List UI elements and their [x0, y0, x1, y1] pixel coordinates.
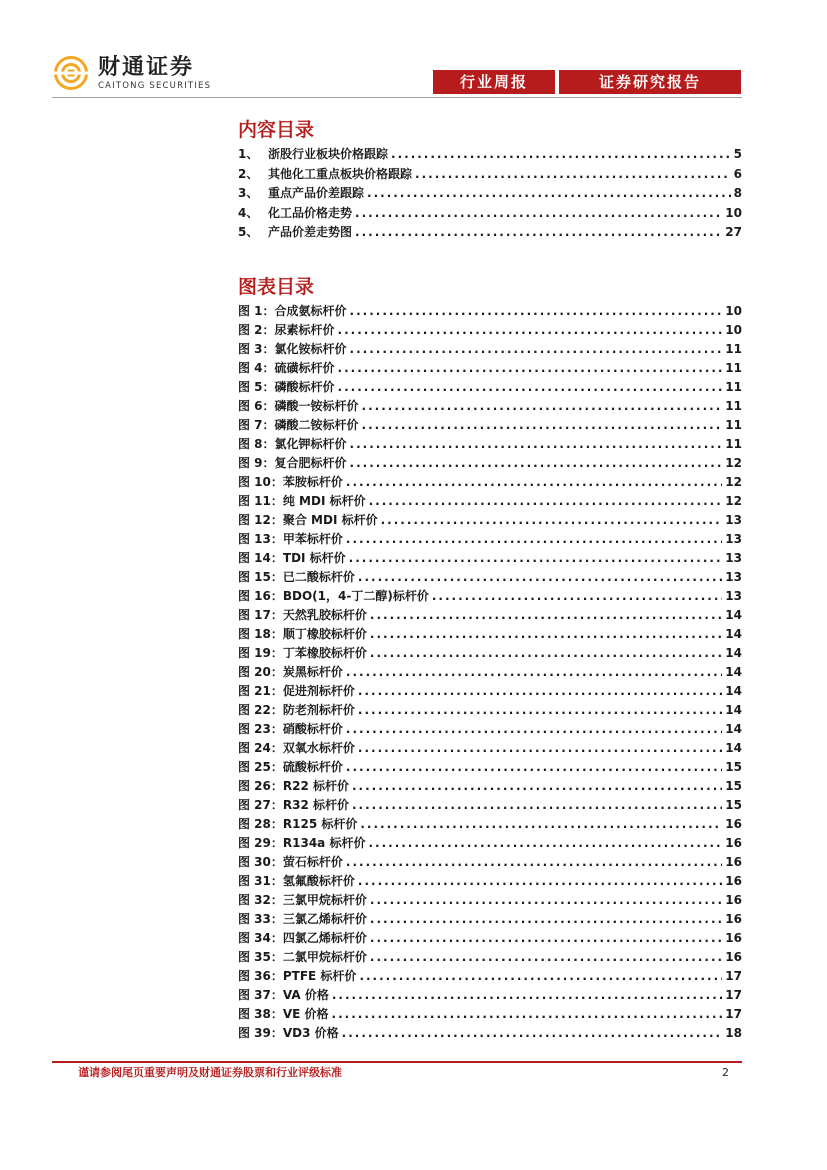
- entry-title: 图 35：二氯甲烷标杆价: [238, 950, 367, 964]
- contents-list: [238, 145, 742, 243]
- dot-leader: [358, 739, 722, 758]
- dot-leader: [359, 967, 722, 986]
- figure-entry[interactable]: [238, 682, 742, 701]
- entry-number: 4、: [238, 205, 259, 220]
- contents-entry[interactable]: [238, 145, 742, 165]
- entry-title: 图 7：磷酸二铵标杆价: [238, 418, 359, 432]
- figure-entry[interactable]: [238, 606, 742, 625]
- footer-divider: [52, 1061, 742, 1063]
- dot-leader: [358, 568, 722, 587]
- dot-leader: [381, 511, 723, 530]
- figure-entry[interactable]: [238, 435, 742, 454]
- entry-title: 图 21：促进剂标杆价: [238, 684, 355, 698]
- dot-leader: [367, 184, 731, 204]
- entry-title: 图 34：四氯乙烯标杆价: [238, 931, 367, 945]
- entry-page-number: 14: [725, 646, 742, 660]
- figure-entry[interactable]: [238, 340, 742, 359]
- contents-entry[interactable]: [238, 223, 742, 243]
- entry-page-number: 15: [725, 798, 742, 812]
- header-divider: [52, 97, 742, 98]
- dot-leader: [346, 758, 722, 777]
- page-header: [0, 0, 827, 100]
- entry-page-number: 27: [725, 225, 742, 240]
- entry-page-number: 16: [725, 874, 742, 888]
- entry-title: 图 1：合成氨标杆价: [238, 304, 347, 318]
- contents-entry[interactable]: [238, 165, 742, 185]
- entry-page-number: 5: [733, 147, 742, 161]
- entry-page-number: 12: [725, 475, 742, 489]
- dot-leader: [355, 204, 722, 224]
- figure-entry[interactable]: [238, 948, 742, 967]
- entry-title: 图 32：三氯甲烷标杆价: [238, 893, 367, 907]
- dot-leader: [346, 720, 722, 739]
- entry-page-number: 11: [725, 399, 742, 413]
- entry-page-number: 15: [725, 779, 742, 793]
- entry-page-number: 11: [725, 380, 742, 394]
- entry-title: 图 16：BDO(1，4-丁二醇)标杆价: [238, 589, 429, 603]
- entry-page-number: 14: [725, 722, 742, 736]
- entry-page-number: 16: [725, 836, 742, 850]
- entry-page-number: 12: [725, 494, 742, 508]
- figure-entry[interactable]: [238, 530, 742, 549]
- entry-title: 图 12：聚合 MDI 标杆价: [238, 513, 378, 527]
- entry-title: 图 10：苯胺标杆价: [238, 475, 343, 489]
- entry-title: 图 17：天然乳胶标杆价: [238, 608, 367, 622]
- entry-number: 5、: [238, 225, 259, 240]
- entry-page-number: 15: [725, 760, 742, 774]
- entry-page-number: 14: [725, 608, 742, 622]
- entry-page-number: 14: [725, 665, 742, 679]
- dot-leader: [352, 796, 722, 815]
- dot-leader: [346, 853, 722, 872]
- entry-page-number: 14: [725, 627, 742, 641]
- dot-leader: [342, 1024, 723, 1043]
- contents-entry[interactable]: [238, 184, 742, 204]
- entry-page-number: 10: [725, 304, 742, 318]
- figure-entry[interactable]: [238, 625, 742, 644]
- dot-leader: [332, 986, 722, 1005]
- figure-entry[interactable]: [238, 986, 742, 1005]
- dot-leader: [432, 587, 722, 606]
- entry-page-number: 13: [725, 513, 742, 527]
- dot-leader: [338, 321, 723, 340]
- dot-leader: [350, 340, 723, 359]
- entry-title: 图 18：顺丁橡胶标杆价: [238, 627, 367, 641]
- entry-title: 图 3：氯化铵标杆价: [238, 342, 347, 356]
- figure-entry[interactable]: [238, 739, 742, 758]
- entry-page-number: 13: [725, 532, 742, 546]
- figure-entry[interactable]: [238, 796, 742, 815]
- figure-entry[interactable]: [238, 454, 742, 473]
- entry-title: 图 39：VD3 价格: [238, 1026, 339, 1040]
- dot-leader: [415, 165, 731, 185]
- figures-heading: 图表目录: [238, 276, 315, 298]
- figure-entry[interactable]: [238, 302, 742, 321]
- entry-title: 图 5：磷酸标杆价: [238, 380, 335, 394]
- footer-disclaimer: 谨请参阅尾页重要声明及财通证券股票和行业评级标准: [78, 1066, 342, 1079]
- entry-page-number: 17: [725, 969, 742, 983]
- entry-page-number: 12: [725, 456, 742, 470]
- entry-title: 图 27：R32 标杆价: [238, 798, 349, 812]
- figure-entry[interactable]: [238, 834, 742, 853]
- figure-entry[interactable]: [238, 701, 742, 720]
- figure-entry[interactable]: [238, 492, 742, 511]
- entry-title: 图 11：纯 MDI 标杆价: [238, 494, 366, 508]
- dot-leader: [346, 530, 722, 549]
- dot-leader: [350, 302, 723, 321]
- brand-name: 财通证券: [98, 55, 195, 80]
- caitong-logo-icon: [52, 56, 90, 90]
- figure-entry[interactable]: [238, 1024, 742, 1043]
- entry-title: 浙股行业板块价格跟踪: [268, 147, 389, 161]
- entry-title: 产品价差走势图: [268, 225, 353, 240]
- entry-page-number: 14: [725, 741, 742, 755]
- entry-page-number: 8: [733, 186, 742, 201]
- entry-page-number: 10: [725, 323, 742, 337]
- dot-leader: [358, 682, 722, 701]
- figure-entry[interactable]: [238, 568, 742, 587]
- entry-page-number: 14: [725, 684, 742, 698]
- entry-title: 其他化工重点板块价格跟踪: [268, 166, 413, 181]
- entry-title: 图 20：炭黑标杆价: [238, 665, 343, 679]
- entry-number: 3、: [238, 186, 259, 201]
- figure-entry[interactable]: [238, 397, 742, 416]
- entry-title: 图 25：硫酸标杆价: [238, 760, 343, 774]
- entry-title: 图 22：防老剂标杆价: [238, 703, 355, 717]
- entry-page-number: 14: [725, 703, 742, 717]
- dot-leader: [358, 872, 722, 891]
- entry-title: 图 14：TDI 标杆价: [238, 551, 346, 565]
- entry-number: 2、: [238, 166, 259, 181]
- report-category-tag: 证券研究报告: [559, 70, 741, 94]
- entry-page-number: 16: [725, 855, 742, 869]
- figure-entry[interactable]: [238, 872, 742, 891]
- figure-entry[interactable]: [238, 359, 742, 378]
- entry-title: 图 33：三氯乙烯标杆价: [238, 912, 367, 926]
- figure-entry[interactable]: [238, 853, 742, 872]
- entry-title: 图 28：R125 标杆价: [238, 817, 358, 831]
- figure-entry[interactable]: [238, 777, 742, 796]
- figure-entry[interactable]: [238, 644, 742, 663]
- dot-leader: [352, 777, 722, 796]
- dot-leader: [346, 473, 722, 492]
- entry-page-number: 13: [725, 589, 742, 603]
- dot-leader: [362, 397, 723, 416]
- entry-title: 图 2：尿素标杆价: [238, 323, 335, 337]
- dot-leader: [370, 929, 722, 948]
- report-type-tag: 行业周报: [433, 70, 555, 94]
- page-number: 2: [722, 1066, 729, 1079]
- figure-entry[interactable]: [238, 929, 742, 948]
- entry-title: 图 6：磷酸一铵标杆价: [238, 399, 359, 413]
- entry-page-number: 6: [733, 166, 742, 181]
- dot-leader: [370, 948, 722, 967]
- figure-entry[interactable]: [238, 473, 742, 492]
- entry-title: 图 30：萤石标杆价: [238, 855, 343, 869]
- entry-title: 图 29：R134a 标杆价: [238, 836, 366, 850]
- entry-title: 图 26：R22 标杆价: [238, 779, 349, 793]
- dot-leader: [332, 1005, 723, 1024]
- entry-page-number: 10: [725, 205, 742, 220]
- entry-title: 图 31：氢氟酸标杆价: [238, 874, 355, 888]
- entry-page-number: 17: [725, 1007, 742, 1021]
- figure-entry[interactable]: [238, 549, 742, 568]
- entry-page-number: 11: [725, 418, 742, 432]
- entry-title: 图 38：VE 价格: [238, 1007, 329, 1021]
- entry-title: 图 13：甲苯标杆价: [238, 532, 343, 546]
- entry-page-number: 11: [725, 437, 742, 451]
- dot-leader: [369, 492, 723, 511]
- figure-entry[interactable]: [238, 1005, 742, 1024]
- entry-title: 图 19：丁苯橡胶标杆价: [238, 646, 367, 660]
- dot-leader: [362, 416, 723, 435]
- entry-title: 化工品价格走势: [268, 205, 353, 220]
- entry-page-number: 13: [725, 570, 742, 584]
- entry-page-number: 18: [725, 1026, 742, 1040]
- contents-entry[interactable]: [238, 204, 742, 224]
- dot-leader: [370, 625, 722, 644]
- figure-entry[interactable]: [238, 891, 742, 910]
- entry-title: 图 4：硫磺标杆价: [238, 361, 335, 375]
- entry-page-number: 11: [725, 342, 742, 356]
- dot-leader: [368, 834, 722, 853]
- figure-entry[interactable]: [238, 720, 742, 739]
- entry-page-number: 13: [725, 551, 742, 565]
- figure-entry[interactable]: [238, 910, 742, 929]
- contents-heading: 内容目录: [238, 119, 315, 141]
- figure-entry[interactable]: [238, 416, 742, 435]
- entry-title: 图 24：双氧水标杆价: [238, 741, 355, 755]
- figure-entry[interactable]: [238, 663, 742, 682]
- figure-entry[interactable]: [238, 378, 742, 397]
- figure-entry[interactable]: [238, 511, 742, 530]
- dot-leader: [350, 454, 723, 473]
- figure-entry[interactable]: [238, 815, 742, 834]
- dot-leader: [346, 663, 722, 682]
- entry-page-number: 11: [725, 361, 742, 375]
- entry-page-number: 16: [725, 817, 742, 831]
- entry-title: 图 23：硝酸标杆价: [238, 722, 343, 736]
- dot-leader: [360, 815, 722, 834]
- entry-page-number: 16: [725, 950, 742, 964]
- figure-entry[interactable]: [238, 758, 742, 777]
- figure-entry[interactable]: [238, 967, 742, 986]
- dot-leader: [370, 910, 722, 929]
- dot-leader: [338, 359, 723, 378]
- entry-title: 图 37：VA 价格: [238, 988, 329, 1002]
- dot-leader: [338, 378, 723, 397]
- figures-list: [238, 302, 742, 1043]
- entry-number: 1、: [238, 147, 259, 161]
- dot-leader: [355, 223, 722, 243]
- dot-leader: [349, 549, 723, 568]
- entry-title: 重点产品价差跟踪: [268, 186, 365, 201]
- entry-title: 图 15：已二酸标杆价: [238, 570, 355, 584]
- entry-title: 图 8：氯化钾标杆价: [238, 437, 347, 451]
- dot-leader: [370, 891, 722, 910]
- entry-title: 图 9：复合肥标杆价: [238, 456, 347, 470]
- dot-leader: [370, 606, 722, 625]
- dot-leader: [370, 644, 722, 663]
- brand-name-english: CAITONG SECURITIES: [98, 81, 212, 91]
- entry-title: 图 36：PTFE 标杆价: [238, 969, 357, 983]
- entry-page-number: 16: [725, 931, 742, 945]
- entry-page-number: 16: [725, 912, 742, 926]
- figure-entry[interactable]: [238, 321, 742, 340]
- entry-page-number: 16: [725, 893, 742, 907]
- dot-leader: [350, 435, 723, 454]
- figure-entry[interactable]: [238, 587, 742, 606]
- entry-page-number: 17: [725, 988, 742, 1002]
- dot-leader: [391, 145, 731, 165]
- dot-leader: [358, 701, 722, 720]
